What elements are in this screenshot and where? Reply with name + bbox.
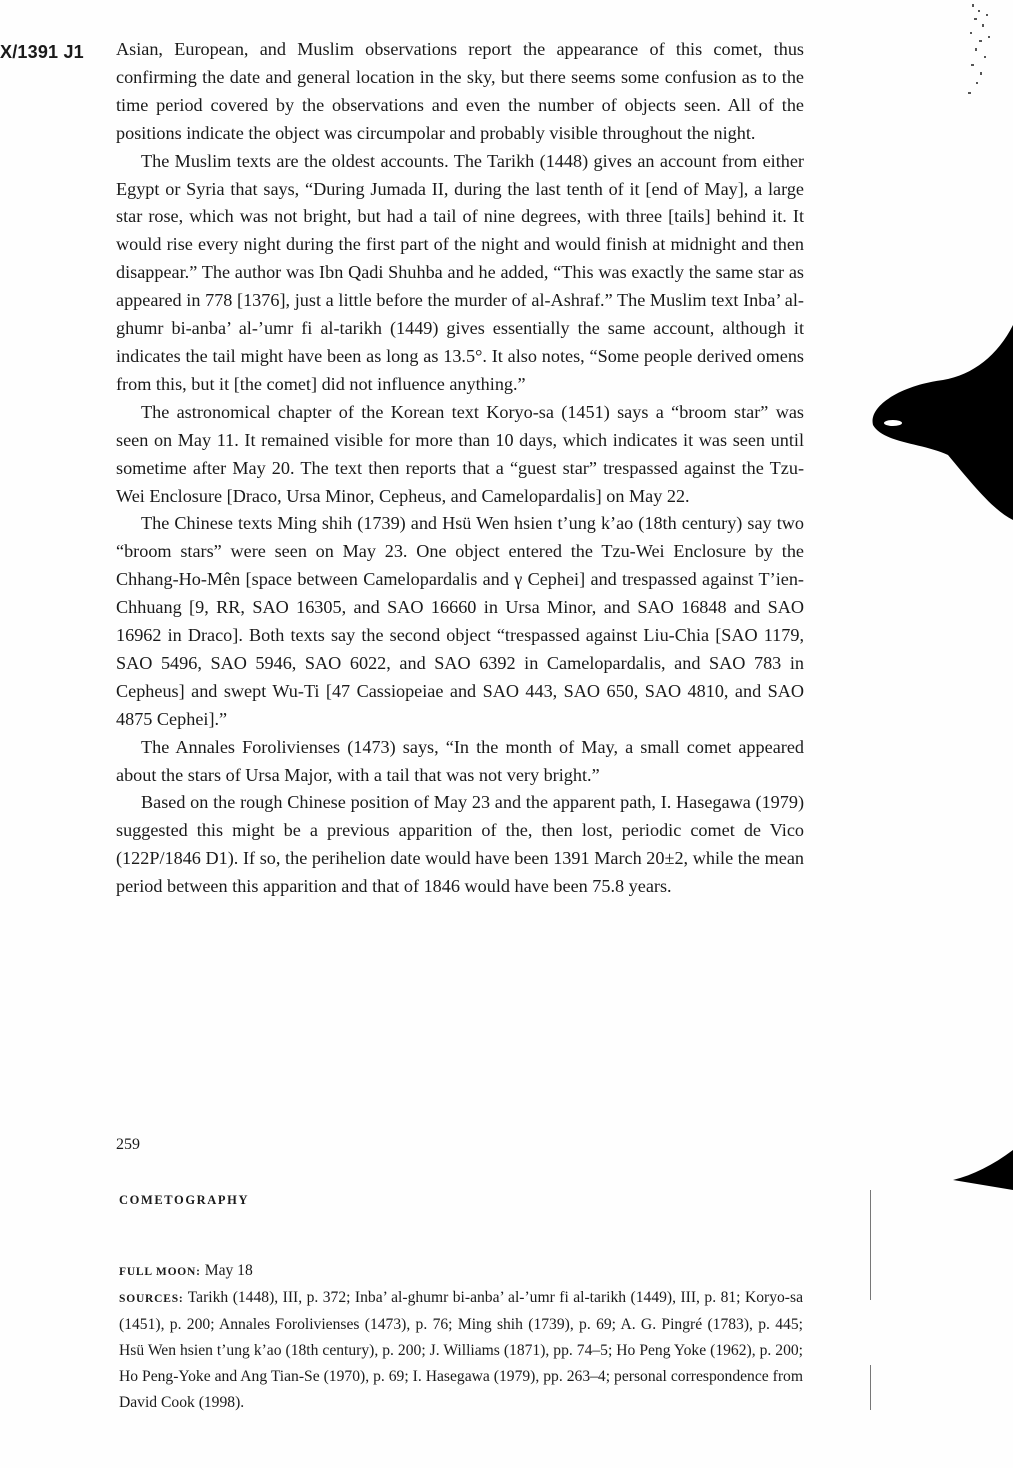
- paragraph: The Chinese texts Ming shih (1739) and Hsü Wen hsien t’ung k’ao (18th century) say two “broom stars” were seen on May 23. One object entered the Tzu-Wei Enclosure by the Chhang-Ho-Mên [space between Camelopardalis and γ Cephei] and trespassed against T’ien-Chhuang [9, RR, SAO 16305, and SAO 16660 in Ursa Minor, and SAO 16848 and SAO 16962 in Draco]. Both texts say the second object “trespassed against Liu-Chia [SAO 1179, SAO 5496, SAO 5946, SAO 6022, and SAO 6392 in Camelopardalis, and SAO 783 in Cepheus] and swept Wu-Ti [47 Cassiopeiae and SAO 443, SAO 650, SAO 4810, and SAO 4875 Cephei].”: [116, 513, 804, 729]
- scan-line: [870, 1365, 871, 1410]
- paragraph: Asian, European, and Muslim observations report the appearance of this comet, thus confirming the date and general location in the sky, but there seems some confusion as to the time period covered by the observations and even the number of objects seen. All of the positions indicate the object was circumpolar and probably visible throughout the night.: [116, 39, 804, 143]
- full-moon-value: May 18: [204, 1262, 253, 1279]
- scan-shadow-edge: [953, 1150, 1013, 1190]
- paragraph: The astronomical chapter of the Korean text Koryo-sa (1451) says a “broom star” was seen on May 11. It remained visible for more than 10 days, which indicates it was seen until sometime after May 20. The text then reports that a “guest star” trespassed against the Tzu-Wei Enclosure [Draco, Ursa Minor, Cepheus, and Camelopardalis] on May 22.: [116, 401, 804, 506]
- notes-block: [119, 1258, 803, 1416]
- sources-text: Tarikh (1448), III, p. 372; Inba’ al-ghumr bi-anba’ al-’umr fi al-tarikh (1449), III, p. 81; Koryo-sa (1451), p. 200; Annales Forolivienses (1473), p. 76; Ming shih (1739), p. 69; A. G. Pingré (1783), p. 445; Hsü Wen hsien t’ung k’ao (18th century), p. 200; J. Williams (1871), pp. 74–5; Ho Peng Yoke (1962), p. 200; Ho Peng-Yoke and Ang Tian-Se (1970), p. 69; I. Hasegawa (1979), pp. 263–4; personal correspondence from David Cook (1998).: [119, 1289, 803, 1411]
- page-number: 259: [116, 1136, 140, 1153]
- main-text: [116, 36, 804, 901]
- paragraph: The Muslim texts are the oldest accounts. The Tarikh (1448) gives an account from either Egypt or Syria that says, “During Jumada II, during the last tenth of it [end of May], a large star rose, which was not bright, but had a tail of nine degrees, with three [tails] behind it. It would rise every night during the first part of the night and would finish at midnight and then disappear.” The author was Ibn Qadi Shuhba and he added, “This was exactly the same star as appeared in 778 [1376], just a little before the murder of al-Ashraf.” The Muslim text Inba’ al-ghumr bi-anba’ al-’umr fi al-tarikh (1449) gives essentially the same account, although it indicates the tail might have been as long as 13.5°. It also notes, “Some people derived omens from this, but it [the comet] did not influence anything.”: [116, 150, 804, 394]
- comet-designation: X/1391 J1: [0, 42, 84, 62]
- paragraph: Based on the rough Chinese position of May 23 and the apparent path, I. Hasegawa (1979) suggested this might be a previous apparition of the, then lost, periodic comet de Vico (122P/1846 D1). If so, the perihelion date would have been 1391 March 20±2, while the mean period between this apparition and that of 1846 would have been 75.8 years.: [116, 792, 804, 897]
- sources-line: [119, 1285, 803, 1416]
- scan-edge-noise: [962, 0, 1002, 110]
- scan-shadow-blob: [863, 325, 1013, 520]
- paragraph: The Annales Foroliviensеs (1473) says, “In the month of May, a small comet appeared about the stars of Ursa Major, with a tail that was not very bright.”: [116, 736, 804, 785]
- scan-line: [870, 1190, 871, 1300]
- full-moon-label: FULL MOON:: [119, 1266, 201, 1278]
- sources-label: SOURCES:: [119, 1293, 184, 1305]
- full-moon-line: [119, 1258, 803, 1285]
- running-footer-title: COMETOGRAPHY: [119, 1193, 250, 1207]
